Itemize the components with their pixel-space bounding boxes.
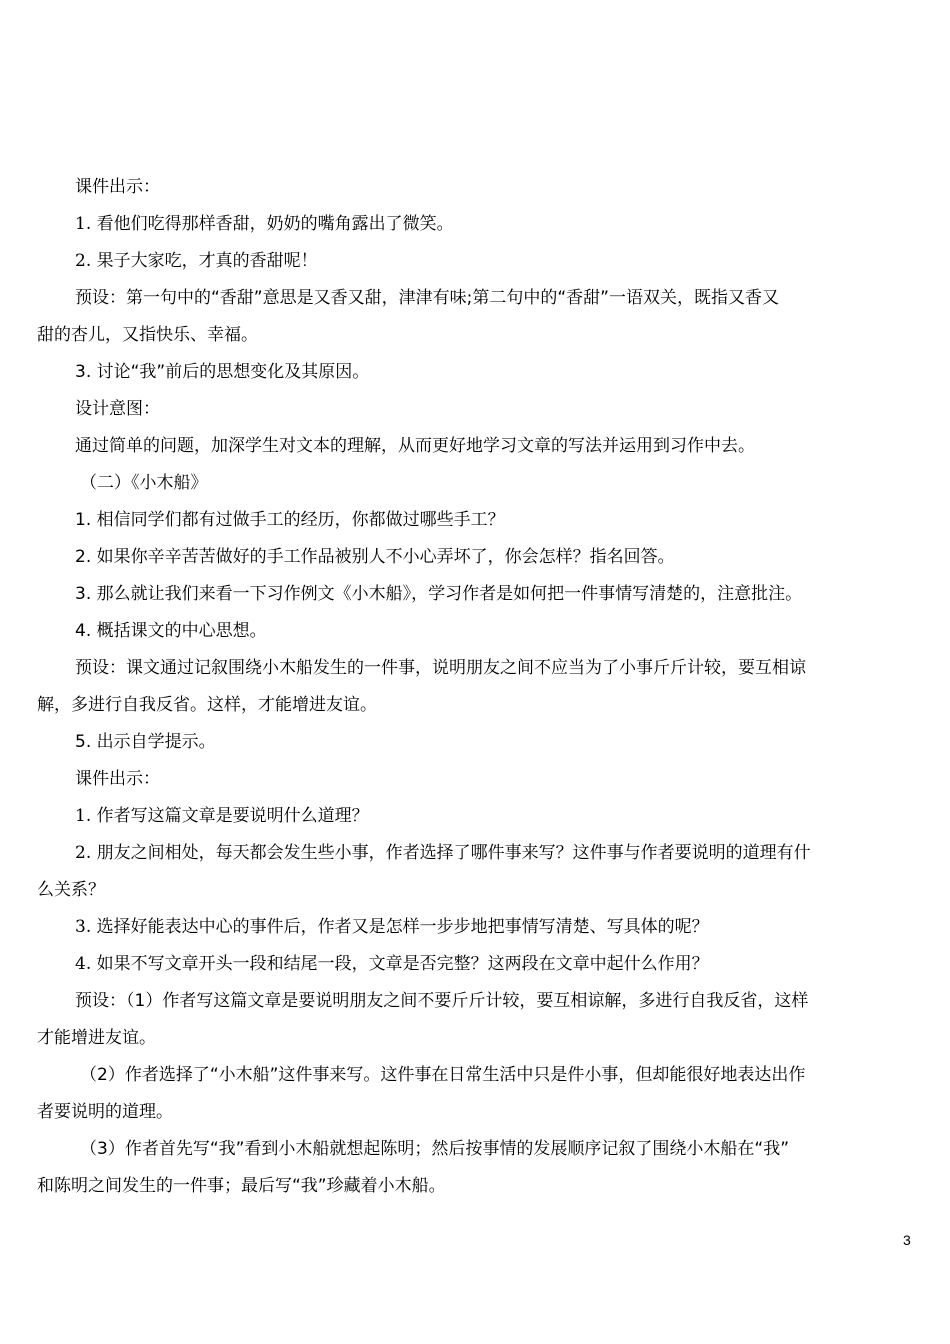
text-line: （3）作者首先写“我”看到小木船就想起陈明；然后按事情的发展顺序记叙了围绕小木船在“我” (80, 1139, 790, 1159)
text-line: （2）作者选择了“小木船”这件事来写。这件事在日常生活中只是件小事，但却能很好地表达出作 (80, 1065, 806, 1085)
text-line: 课件出示： (75, 177, 160, 197)
text-line: 预设：（1）作者写这篇文章是要说明朋友之间不要斤斤计较，要互相谅解，多进行自我反省，这样 (75, 991, 809, 1011)
text-line: 设计意图： (75, 399, 160, 419)
text-line: 3. 那么就让我们来看一下习作例文《小木船》，学习作者是如何把一件事情写清楚的，注意批注。 (75, 584, 803, 604)
text-line: 者要说明的道理。 (37, 1102, 173, 1122)
text-line: 和陈明之间发生的一件事；最后写“我”珍藏着小木船。 (37, 1176, 446, 1196)
text-line: 2. 果子大家吃，才真的香甜呢！ (75, 251, 318, 271)
text-line: 3. 讨论“我”前后的思想变化及其原因。 (75, 362, 370, 382)
page-number: 3 (903, 1232, 911, 1248)
text-line: 5. 出示自学提示。 (75, 732, 216, 752)
text-line: 预设：第一句中的“香甜”意思是又香又甜，津津有味;第二句中的“香甜”一语双关，既指又香又 (75, 288, 779, 308)
text-line: 4. 概括课文的中心思想。 (75, 621, 267, 641)
text-line: 才能增进友谊。 (37, 1028, 156, 1048)
text-line: 4. 如果不写文章开头一段和结尾一段，文章是否完整？这两段在文章中起什么作用？ (75, 954, 709, 974)
section-heading: （二）《小木船》 (80, 473, 208, 493)
text-line: 么关系？ (37, 880, 105, 900)
text-line: 2. 朋友之间相处，每天都会发生些小事，作者选择了哪件事来写？这件事与作者要说明的道理有什 (75, 843, 811, 863)
text-line: 3. 选择好能表达中心的事件后，作者又是怎样一步步地把事情写清楚、写具体的呢？ (75, 917, 709, 937)
text-line: 1. 看他们吃得那样香甜，奶奶的嘴角露出了微笑。 (75, 214, 454, 234)
text-line: 解，多进行自我反省。这样，才能增进友谊。 (37, 695, 377, 715)
text-line: 甜的杏儿，又指快乐、幸福。 (37, 325, 258, 345)
text-line: 1. 作者写这篇文章是要说明什么道理？ (75, 806, 369, 826)
text-line: 1. 相信同学们都有过做手工的经历，你都做过哪些手工？ (75, 510, 505, 530)
text-line: 课件出示： (75, 769, 160, 789)
text-line: 通过简单的问题，加深学生对文本的理解，从而更好地学习文章的写法并运用到习作中去。 (75, 436, 755, 456)
text-line: 预设：课文通过记叙围绕小木船发生的一件事，说明朋友之间不应当为了小事斤斤计较，要互相谅 (75, 658, 806, 678)
text-line: 2. 如果你辛辛苦苦做好的手工作品被别人不小心弄坏了，你会怎样？指名回答。 (75, 547, 675, 567)
